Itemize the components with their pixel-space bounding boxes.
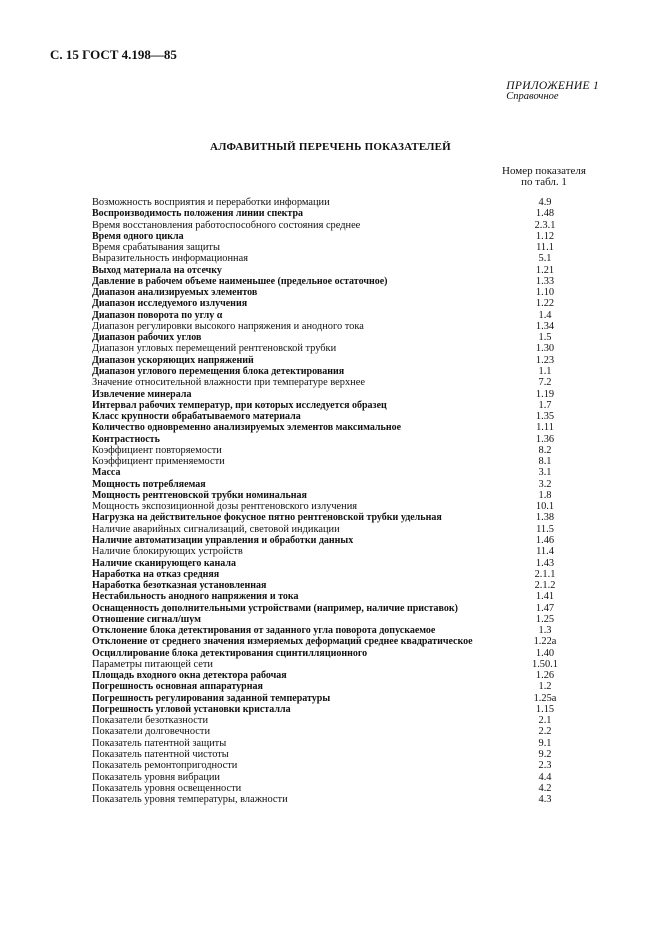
indicator-number: 7.2	[538, 377, 552, 389]
list-item	[92, 749, 612, 760]
indicator-name: Погрешность регулирования заданной температуры	[92, 692, 331, 704]
list-item	[92, 197, 612, 208]
indicator-name: Выход материала на отсечку	[92, 264, 222, 276]
list-item	[92, 310, 612, 321]
list-item	[92, 772, 612, 783]
indicator-number: 9.1	[538, 737, 552, 749]
list-item	[92, 422, 612, 433]
indicator-name: Показатели безотказности	[92, 715, 209, 727]
indicator-name: Отношение сигнал/шум	[92, 613, 201, 625]
list-item	[92, 456, 612, 467]
indicator-number: 1.19	[535, 388, 555, 400]
list-item	[92, 343, 612, 354]
indicator-number: 1.38	[535, 512, 555, 524]
list-item	[92, 524, 612, 535]
indicator-number: 8.2	[538, 444, 552, 456]
indicator-name: Наличие блокирующих устройств	[92, 546, 243, 558]
list-item	[92, 659, 612, 670]
indicator-number: 5.1	[538, 253, 552, 265]
indicator-number: 9.2	[538, 749, 552, 761]
indicator-number: 4.2	[538, 782, 552, 794]
indicator-number: 11.5	[536, 523, 554, 535]
indicator-number: 1.5	[538, 332, 552, 344]
page-header: С. 15 ГОСТ 4.198—85	[50, 47, 177, 62]
indicator-number: 1.23	[535, 354, 555, 366]
indicator-name: Показатель патентной защиты	[92, 737, 227, 749]
indicator-number: 10.1	[535, 501, 555, 513]
indicator-number: 1.43	[535, 557, 555, 569]
column-header	[489, 166, 599, 188]
indicator-number: 8.1	[538, 456, 552, 468]
indicator-number: 3.1	[538, 467, 552, 479]
indicator-number: 1.22	[535, 298, 555, 310]
indicator-number: 1.2	[538, 681, 552, 693]
list-item	[92, 253, 612, 264]
indicator-name: Показатель патентной чистоты	[92, 749, 229, 761]
list-item	[92, 535, 612, 546]
indicator-name: Мощность экспозиционной дозы рентгеновского излучения	[92, 501, 358, 513]
list-item	[92, 501, 612, 512]
indicator-name: Наличие автоматизации управления и обработки данных	[92, 534, 354, 546]
indicator-number: 2.2	[538, 726, 552, 738]
list-item	[92, 738, 612, 749]
column-header-line1: Номер показателя	[502, 165, 586, 177]
list-item	[92, 242, 612, 253]
appendix-label	[506, 80, 599, 102]
indicator-number: 1.36	[535, 433, 555, 445]
indicator-name: Давление в рабочем объеме наименьшее (предельное остаточное)	[92, 275, 388, 287]
column-header-line2: по табл. 1	[521, 176, 567, 188]
list-item	[92, 614, 612, 625]
indicator-number: 11.1	[536, 242, 554, 254]
indicator-number: 1.26	[535, 670, 555, 682]
indicator-name: Погрешность основная аппаратурная	[92, 681, 263, 693]
indicator-number: 1.35	[535, 411, 555, 423]
page-title: АЛФАВИТНЫЙ ПЕРЕЧЕНЬ ПОКАЗАТЕЛЕЙ	[210, 141, 451, 153]
indicator-name: Нестабильность анодного напряжения и тока	[92, 591, 299, 603]
indicator-number: 1.8	[538, 489, 552, 501]
indicator-name: Наработка безотказная установленная	[92, 580, 267, 592]
indicator-name: Масса	[92, 467, 121, 479]
list-item	[92, 445, 612, 456]
indicator-name: Наличие сканирующего канала	[92, 557, 236, 569]
indicator-name: Коэффициент применяемости	[92, 456, 225, 468]
list-item	[92, 580, 612, 591]
list-item	[92, 467, 612, 478]
indicator-number: 1.10	[535, 287, 555, 299]
list-item	[92, 558, 612, 569]
indicator-number: 1.47	[535, 602, 555, 614]
indicator-number: 1.46	[535, 534, 555, 546]
indicator-number: 1.30	[535, 343, 555, 355]
indicator-name: Показатель уровня температуры, влажности	[92, 794, 288, 806]
indicator-number: 4.9	[538, 197, 552, 208]
indicator-number: 1.3	[538, 625, 552, 637]
indicator-name: Осциллирование блока детектирования сцинтилляционного	[92, 647, 368, 659]
indicator-number: 1.21	[535, 264, 555, 276]
list-item	[92, 625, 612, 636]
list-item	[92, 715, 612, 726]
indicator-number: 2.1	[538, 715, 552, 727]
list-item	[92, 400, 612, 411]
indicator-name: Время одного цикла	[92, 230, 184, 242]
list-item	[92, 760, 612, 771]
list-item	[92, 670, 612, 681]
appendix-title: ПРИЛОЖЕНИЕ 1	[506, 80, 599, 92]
indicator-name: Мощность потребляемая	[92, 478, 206, 490]
indicator-name: Коэффициент повторяемости	[92, 444, 222, 456]
indicator-name: Показатели долговечности	[92, 726, 211, 738]
indicator-number: 1.48	[535, 208, 555, 220]
indicator-name: Интервал рабочих температур, при которых исследуется образец	[92, 399, 387, 411]
indicator-number: 1.12	[535, 230, 555, 242]
indicator-name: Возможность восприятия и переработки информации	[92, 197, 330, 208]
list-item	[92, 648, 612, 659]
indicator-name: Наработка на отказ средняя	[92, 568, 220, 580]
list-item	[92, 794, 612, 805]
indicator-name: Мощность рентгеновской трубки номинальная	[92, 489, 307, 501]
indicator-number: 4.3	[538, 794, 552, 806]
indicator-number: 1.40	[535, 647, 555, 659]
indicator-number: 1.50.1	[532, 658, 558, 670]
indicator-name: Количество одновременно анализируемых элементов максимальное	[92, 422, 402, 434]
indicator-name: Диапазон углового перемещения блока детектирования	[92, 365, 345, 377]
list-item	[92, 603, 612, 614]
indicator-name: Показатель уровня вибрации	[92, 771, 220, 783]
indicator-name: Площадь входного окна детектора рабочая	[92, 670, 287, 682]
indicator-name: Диапазон рабочих углов	[92, 332, 202, 344]
list-item	[92, 265, 612, 276]
list-item	[92, 321, 612, 332]
indicator-name: Диапазон регулировки высокого напряжения и анодного тока	[92, 320, 364, 332]
list-item	[92, 355, 612, 366]
indicator-number: 3.2	[538, 478, 552, 490]
list-item	[92, 208, 612, 219]
indicator-name: Выразительность информационная	[92, 253, 248, 265]
list-item	[92, 411, 612, 422]
indicator-number: 1.25	[535, 613, 555, 625]
list-item	[92, 490, 612, 501]
indicator-number: 2.3.1	[534, 219, 556, 231]
list-item	[92, 276, 612, 287]
list-item	[92, 546, 612, 557]
list-item	[92, 636, 612, 647]
indicator-name: Извлечение минерала	[92, 388, 192, 400]
indicator-number: 2.3	[538, 760, 552, 772]
list-item	[92, 332, 612, 343]
list-item	[92, 479, 612, 490]
indicator-number: 1.34	[535, 320, 555, 332]
indicator-name: Время срабатывания защиты	[92, 242, 220, 254]
list-item	[92, 693, 612, 704]
indicator-number: 1.22а	[533, 636, 557, 648]
list-item	[92, 220, 612, 231]
indicator-name: Воспроизводимость положения линии спектра	[92, 208, 304, 220]
indicator-number: 1.7	[538, 399, 552, 411]
indicator-name: Диапазон исследуемого излучения	[92, 298, 248, 310]
indicator-name: Время восстановления работоспособного состояния среднее	[92, 219, 361, 231]
indicator-name: Наличие аварийных сигнализаций, световой индикации	[92, 523, 340, 535]
indicator-name: Диапазон угловых перемещений рентгеновской трубки	[92, 343, 337, 355]
indicator-name: Класс крупности обрабатываемого материала	[92, 411, 301, 423]
indicator-number: 1.11	[536, 422, 554, 434]
list-item	[92, 298, 612, 309]
indicator-name: Значение относительной влажности при температуре верхнее	[92, 377, 365, 389]
list-item	[92, 287, 612, 298]
indicator-number: 1.25а	[533, 692, 557, 704]
indicator-name: Диапазон поворота по углу α	[92, 309, 223, 321]
indicator-number: 4.4	[538, 771, 552, 783]
indicator-number: 2.1.2	[534, 580, 556, 592]
index-list	[92, 197, 612, 805]
indicator-number: 1.15	[535, 703, 555, 715]
indicator-name: Контрастность	[92, 433, 160, 445]
list-item	[92, 591, 612, 602]
indicator-name: Погрешность угловой установки кристалла	[92, 703, 291, 715]
indicator-number: 2.1.1	[534, 568, 556, 580]
indicator-name: Отклонение от среднего значения измеряемых деформаций среднее квадратическое	[92, 636, 473, 648]
indicator-name: Оснащенность дополнительными устройствами (например, наличие приставок)	[92, 602, 458, 614]
list-item	[92, 389, 612, 400]
indicator-name: Показатель ремонтопригодности	[92, 760, 238, 772]
appendix-subtitle: Справочное	[506, 91, 559, 102]
list-item	[92, 783, 612, 794]
indicator-name: Отклонение блока детектирования от заданного угла поворота допускаемое	[92, 625, 436, 637]
indicator-number: 1.4	[538, 309, 552, 321]
list-item	[92, 512, 612, 523]
list-item	[92, 726, 612, 737]
indicator-name: Параметры питающей сети	[92, 658, 213, 670]
list-item	[92, 434, 612, 445]
indicator-number: 1.33	[535, 275, 555, 287]
list-item	[92, 231, 612, 242]
indicator-number: 1.1	[538, 365, 552, 377]
indicator-name: Нагрузка на действительное фокусное пятно рентгеновской трубки удельная	[92, 512, 442, 524]
list-item	[92, 377, 612, 388]
list-item	[92, 704, 612, 715]
indicator-number: 11.4	[536, 546, 554, 558]
indicator-name: Диапазон ускоряющих напряжений	[92, 354, 254, 366]
list-item	[92, 681, 612, 692]
indicator-number: 1.41	[535, 591, 555, 603]
indicator-name: Диапазон анализируемых элементов	[92, 287, 258, 299]
indicator-name: Показатель уровня освещенности	[92, 782, 242, 794]
list-item	[92, 366, 612, 377]
list-item	[92, 569, 612, 580]
